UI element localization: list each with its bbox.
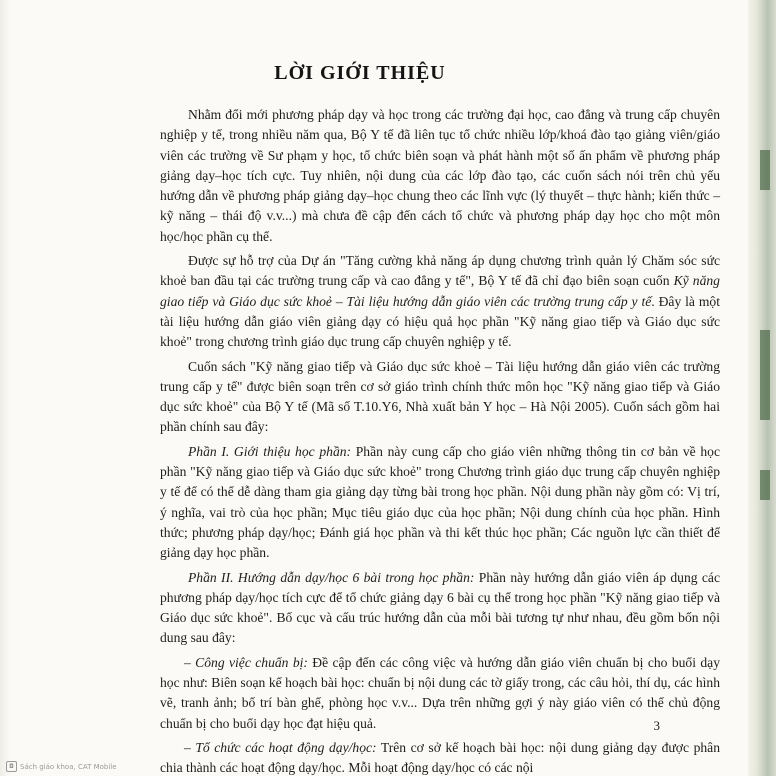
- item-heading-italic: – Tổ chức các hoạt động dạy/học:: [184, 739, 377, 755]
- paragraph-text: Được sự hỗ trợ của Dự án "Tăng cường khả năng áp dụng chương trình quản lý Chăm sóc sức khoẻ ban đầu tại các trường trung cấp và cao đẳng y tế", Bộ Y tế đã chỉ đạo biên soạn cuốn: [160, 253, 720, 289]
- paragraph-text: . Đây là một tài liệu hướng dẫn giáo viên giảng dạy có hiệu quả học phần "Kỹ năng giao tiếp và Giáo dục sức khoẻ" trong chương trình giáo dục trung cấp chuyên nghiệp y tế.: [160, 293, 720, 350]
- watermark: [6, 761, 117, 772]
- spine-mark: [760, 470, 770, 500]
- page-title: LỜI GIỚI THIỆU: [274, 62, 446, 84]
- paragraph-text: Phần này hướng dẫn giáo viên áp dụng các phương pháp dạy/học tích cực để tổ chức giảng dạy 6 bài cụ thể trong học phần "Kỹ năng giao tiếp và Giáo dục sức khoẻ". Bố cục và cấu trúc hướng dẫn của mỗi bài tương tự như nhau, đều gồm bốn nội dung sau đây:: [160, 569, 721, 646]
- paragraph: [160, 251, 720, 352]
- book-title-italic: Kỹ năng giao tiếp và Giáo dục sức khoẻ – Tài liệu hướng dẫn giáo viên các trường trung cấp y tế: [160, 273, 720, 309]
- spine-mark: [760, 150, 770, 190]
- page-left-shadow: [0, 0, 10, 776]
- paragraph-text: Phần này cung cấp cho giáo viên những thông tin cơ bản về học phần "Kỹ năng giao tiếp và Giáo dục sức khoẻ" trong Chương trình giáo dục trung cấp chuyên nghiệp y tế để có thể dễ dàng tham gia giảng dạy từng bài trong học phần. Nội dung phần này gồm có: Vị trí, ý nghĩa, vai trò của học phần; Mục tiêu giáo dục của học phần; Nội dung chính của học phần. Hình thức; phương pháp dạy/học; Đánh giá học phần và thi kết thúc học phần; Các nguồn lực cần thiết để giảng dạy học phần.: [160, 443, 720, 561]
- body-text: [160, 105, 720, 783]
- paragraph-text: Đề cập đến các công việc và hướng dẫn giáo viên chuẩn bị cho buổi dạy học như: Biên soạn kế hoạch bài học: chuẩn bị nội dung các tờ giấy trong, các câu hỏi, thí dụ, các hình vẽ, tranh ảnh; bố trí bàn ghế, phòng học v.v... Dựa trên những gợi ý này giáo viên có thể chủ động chuẩn bị cho buổi dạy học đạt hiệu quả.: [160, 654, 720, 731]
- paragraph: [160, 105, 720, 247]
- paragraph-text: Nhằm đổi mới phương pháp dạy và học trong các trường đại học, cao đẳng và trung cấp chuyên nghiệp y tế, trong nhiều năm qua, Bộ Y tế đã liên tục tổ chức nhiều lớp/khoá đào tạo giảng viên/giáo viên các trường về Sư phạm y học, tổ chức biên soạn và phát hành một số ấn phẩm về phương pháp giảng dạy–học tích cực. Tuy nhiên, nội dung của các lớp đào tạo, các cuốn sách nói trên chủ yếu hướng dẫn về phương pháp giảng dạy–học chung theo các lĩnh vực (lý thuyết – thực hành; kiến thức – kỹ năng – thái độ v.v...) mà chưa đề cập đến cách tổ chức và phương pháp dạy học cho một môn học/học phần cụ thể.: [160, 107, 720, 244]
- section-heading-italic: Phần I. Giới thiệu học phần:: [188, 443, 352, 459]
- paragraph: [160, 357, 720, 438]
- camera-icon: ◘: [6, 761, 17, 772]
- page-number: 3: [653, 718, 660, 733]
- spine-mark: [760, 330, 770, 420]
- paragraph: [160, 442, 720, 564]
- paragraph: [160, 738, 720, 779]
- item-heading-italic: – Công việc chuẩn bị:: [184, 654, 308, 670]
- paragraph-text: Trên cơ sở kế hoạch bài học: nội dung giảng dạy được phân chia thành các hoạt động dạy/học. Mỗi hoạt động dạy/học có các nội: [160, 739, 720, 776]
- paragraph: [160, 568, 720, 649]
- watermark-text: Sách giáo khoa, CAT Mobile: [20, 762, 117, 771]
- paragraph-text: Cuốn sách "Kỹ năng giao tiếp và Giáo dục sức khoẻ – Tài liệu hướng dẫn giáo viên các trường trung cấp y tế" được biên soạn trên cơ sở giáo trình chính thức môn học "Kỹ năng giao tiếp và Giáo dục sức khoẻ" của Bộ Y tế (Mã số T.10.Y6, Nhà xuất bản Y học – Hà Nội 2005). Cuốn sách gồm hai phần chính sau đây:: [160, 358, 720, 435]
- book-spine-edge: [748, 0, 776, 776]
- section-heading-italic: Phần II. Hướng dẫn dạy/học 6 bài trong học phần:: [188, 569, 475, 585]
